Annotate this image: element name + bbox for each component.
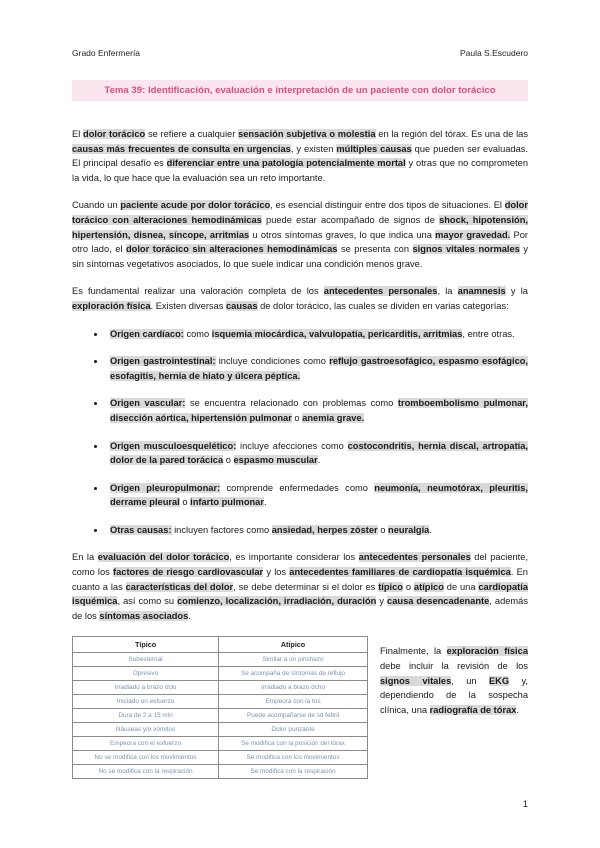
document-title: Tema 39: Identificación, evaluación e interpretación de un paciente con dolor torácico [72, 80, 528, 101]
table-header-typical: Típico [73, 637, 219, 653]
list-item-vascular: • Origen vascular: se encuentra relacionado con problemas como tromboembolismo pulmonar, disección aórtica, hipertensión pulmonar o anemia grave. [106, 396, 528, 425]
table-cell: Subesternal [73, 653, 219, 667]
table-cell: Náuseas y/o vómitos [73, 723, 219, 737]
table-row [73, 709, 368, 723]
table-row [73, 681, 368, 695]
list-item-musculoskeletal: • Origen musculoesquelético: incluye afecciones como costocondritis, hernia discal, artropatía, dolor de la pared torácica o espasmo muscular. [106, 439, 528, 468]
paragraph-hemodynamics: Cuando un paciente acude por dolor torácico, es esencial distinguir entre dos tipos de situaciones. El dolor torácico con alteraciones hemodinámicas puede estar acompañado de signos de shock, hipotensión, hipertensión, disnea, síncope, arritmias u otros síntomas graves, lo que indica una mayor gravedad. Por otro lado, el dolor torácico sin alteraciones hemodinámicas se presenta con signos vitales normales y sin síntomas vegetativos asociados, lo que suele indicar una condición menos grave. [72, 200, 528, 269]
side-note: Finalmente, la exploración física debe incluir la revisión de los signos vitales, un EKG y, dependiendo de la sospecha clínica, una radiografía de tórax. [380, 646, 528, 715]
bottom-section [72, 636, 528, 779]
table-row [73, 737, 368, 751]
table-cell: Dura de 2 a 15 min [73, 709, 219, 723]
table-cell: Se modifica con la posición del tórax [219, 737, 368, 751]
typical-atypical-table [72, 636, 368, 779]
table-header-atypical: Atípico [219, 637, 368, 653]
table-cell: Iniciado en esfuerzo [73, 695, 219, 709]
list-item-pleuropulmonary: • Origen pleuropulmonar: comprende enfermedades como neumonía, neumotórax, pleuritis, derrame pleural o infarto pulmonar. [106, 481, 528, 510]
table-cell: No se modifica con los movimientos [73, 751, 219, 765]
table-cell: Opresivo [73, 667, 219, 681]
paragraph-assessment: Es fundamental realizar una valoración completa de los antecedentes personales, la anamnesis y la exploración física. Existen diversas causas de dolor torácico, las cuales se dividen en varias categorías: [72, 286, 528, 311]
list-item-gastrointestinal: • Origen gastrointestinal: incluye condiciones como reflujo gastroesofágico, espasmo esofágico, esofagitis, hernia de hiato y úlcera péptica. [106, 354, 528, 383]
table-header-row [73, 637, 368, 653]
table-cell: Puede acompañarse de sd febril [219, 709, 368, 723]
table-cell: Irradiado a brazo dcho [219, 681, 368, 695]
table-cell: No se modifica con la respiración [73, 765, 219, 779]
table-body [73, 653, 368, 779]
table-cell: Se modifica con la respiración [219, 765, 368, 779]
table-row [73, 695, 368, 709]
table-cell: Dolor punzante [219, 723, 368, 737]
paragraph-evaluation: En la evaluación del dolor torácico, es importante considerar los antecedentes personales del paciente, como los factores de riesgo cardiovascular y los antecedentes familiares de cardiopatía isquémica. En cuanto a las características del dolor, se debe determinar si el dolor es típico o atípico de una cardiopatía isquémica, así como su comienzo, localización, irradiación, duración y causa desencadenante, además de los síntomas asociados. [72, 552, 528, 621]
table-cell: Empeora con el esfuerzo [73, 737, 219, 751]
table-row [73, 653, 368, 667]
header-left-text: Grado Enfermería [72, 48, 141, 58]
list-item-other-causes: • Otras causas: incluyen factores como ansiedad, herpes zóster o neuralgia. [106, 523, 528, 538]
table-cell: Se modifica con los movimientos [219, 751, 368, 765]
table-row [73, 751, 368, 765]
causes-list [72, 327, 528, 538]
table-cell: Se acompaña de síntomas de reflujo [219, 667, 368, 681]
table-cell: Irradiado a brazo izdo [73, 681, 219, 695]
table-row [73, 723, 368, 737]
table-cell: Empeora con la tos [219, 695, 368, 709]
table-row [73, 765, 368, 779]
list-item-cardiac: • Origen cardíaco: como isquemia miocárdica, valvulopatía, pericarditis, arritmias, entre otras. [106, 327, 528, 342]
paragraph-intro: El dolor torácico se refiere a cualquier sensación subjetiva o molestia en la región del tórax. Es una de las causas más frecuentes de consulta en urgencias, y existen múltiples causas que pueden ser evaluadas. El principal desafío es diferenciar entre una patología potencialmente mortal y otras que no comprometen la vida, lo que hace que la evaluación sea un reto importante. [72, 129, 528, 183]
table-cell: Similar a un pinchazo [219, 653, 368, 667]
page-number: 1 [522, 799, 528, 810]
table-row [73, 667, 368, 681]
header-right-text: Paula S.Escudero [459, 48, 528, 58]
page-header [72, 48, 528, 58]
